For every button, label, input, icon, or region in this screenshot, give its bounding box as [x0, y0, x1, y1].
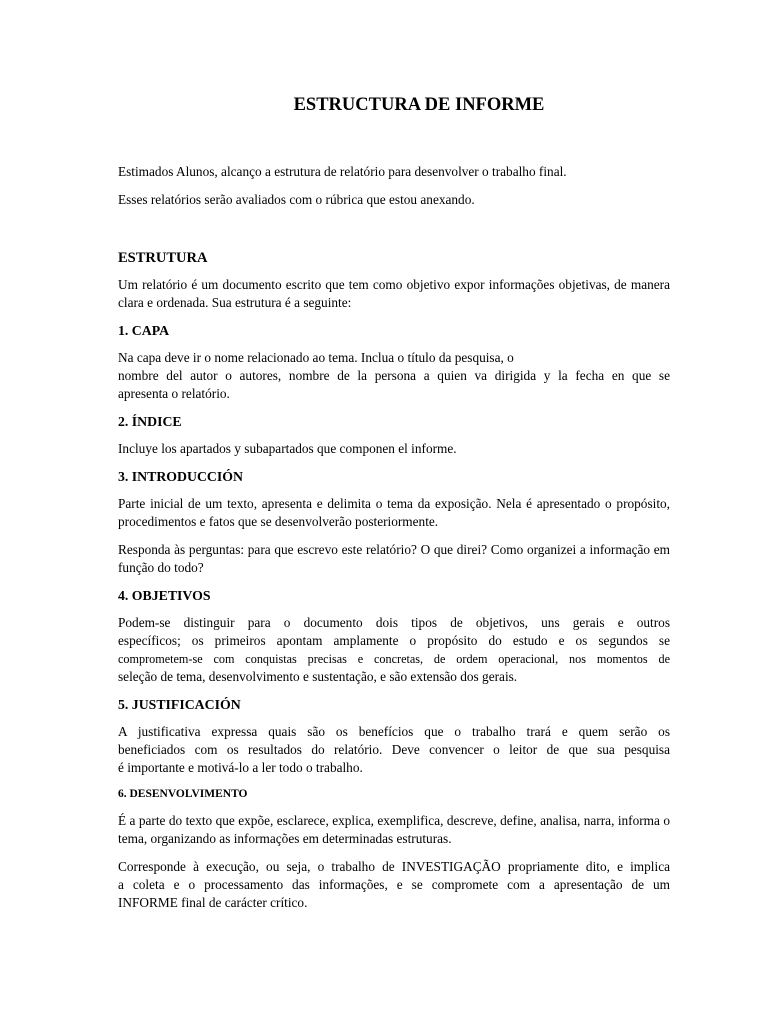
objetivos-line-3: comprometem-se com conquistas precisas e concretas, de ordem operacional, nos momentos de [118, 652, 670, 666]
capa-text [118, 349, 670, 403]
objetivos-heading: 4. OBJETIVOS [118, 588, 211, 603]
justificacion-heading: 5. JUSTIFICACIÓN [118, 697, 241, 712]
desenvolvimento-line-3: INFORME final de carácter crítico. [118, 895, 308, 910]
objetivos-line-4: seleção de tema, desenvolvimento e sustentação, e são extensão dos gerais. [118, 669, 518, 684]
estrutura-heading: ESTRUTURA [118, 250, 208, 266]
document-body [118, 163, 670, 912]
desenvolvimento-line-2: a coleta e o processamento das informações, e se compromete com a apresentação de um [118, 877, 670, 892]
objetivos-line-2: específicos; os primeiros apontam amplamente o propósito do estudo e os segundos se [118, 633, 670, 648]
introduccion-heading: 3. INTRODUCCIÓN [118, 469, 243, 484]
indice-heading: 2. ÍNDICE [118, 414, 182, 429]
capa-line-3: apresenta o relatório. [118, 386, 230, 401]
capa-line-2: nombre del autor o autores, nombre de la persona a quien va dirigida y la fecha en que se [118, 368, 670, 383]
desenvolvimento-heading: 6. DESENVOLVIMENTO [118, 788, 248, 800]
justificacion-line-3: é importante e motivá-lo a ler todo o trabalho. [118, 760, 363, 775]
indice-text: Incluye los apartados y subapartados que componen el informe. [118, 441, 457, 456]
desenvolvimento-line-1: Corresponde à execução, ou seja, o trabalho de INVESTIGAÇÃO propriamente dito, e implica [118, 859, 670, 874]
desenvolvimento-paragraph-1: É a parte do texto que expõe, esclarece, explica, exemplifica, descreve, define, analisa, narra, informa o tema, organizando as informações em determinadas estruturas. [118, 813, 670, 846]
document-title: ESTRUCTURA DE INFORME [293, 95, 545, 115]
estrutura-text: Um relatório é um documento escrito que tem como objetivo expor informações objetivas, de manera clara e ordenada. Sua estrutura é a seguinte: [118, 277, 670, 310]
introduccion-paragraph-2: Responda às perguntas: para que escrevo este relatório? O que direi? Como organizei a informação em função do todo? [118, 542, 670, 575]
justificacion-line-1: A justificativa expressa quais são os benefícios que o trabalho trará e quem serão os [118, 724, 670, 739]
capa-heading: 1. CAPA [118, 323, 170, 338]
intro-paragraph-2: Esses relatórios serão avaliados com o rúbrica que estou anexando. [118, 192, 475, 207]
objetivos-line-1: Podem-se distinguir para o documento dois tipos de objetivos, uns gerais e outros [118, 615, 670, 630]
desenvolvimento-paragraph-2 [118, 858, 670, 912]
justificacion-text [118, 723, 670, 777]
introduccion-paragraph-1: Parte inicial de um texto, apresenta e delimita o tema da exposição. Nela é apresentado o propósito, procedimentos e fatos que se desenvolverão posteriormente. [118, 496, 670, 529]
justificacion-line-2: beneficiados com os resultados do relatório. Deve convencer o leitor de que sua pesquisa [118, 742, 670, 757]
capa-line-1: Na capa deve ir o nome relacionado ao tema. Inclua o título da pesquisa, o [118, 350, 514, 365]
intro-paragraph-1: Estimados Alunos, alcanço a estrutura de relatório para desenvolver o trabalho final. [118, 164, 567, 179]
objetivos-text [118, 614, 670, 686]
